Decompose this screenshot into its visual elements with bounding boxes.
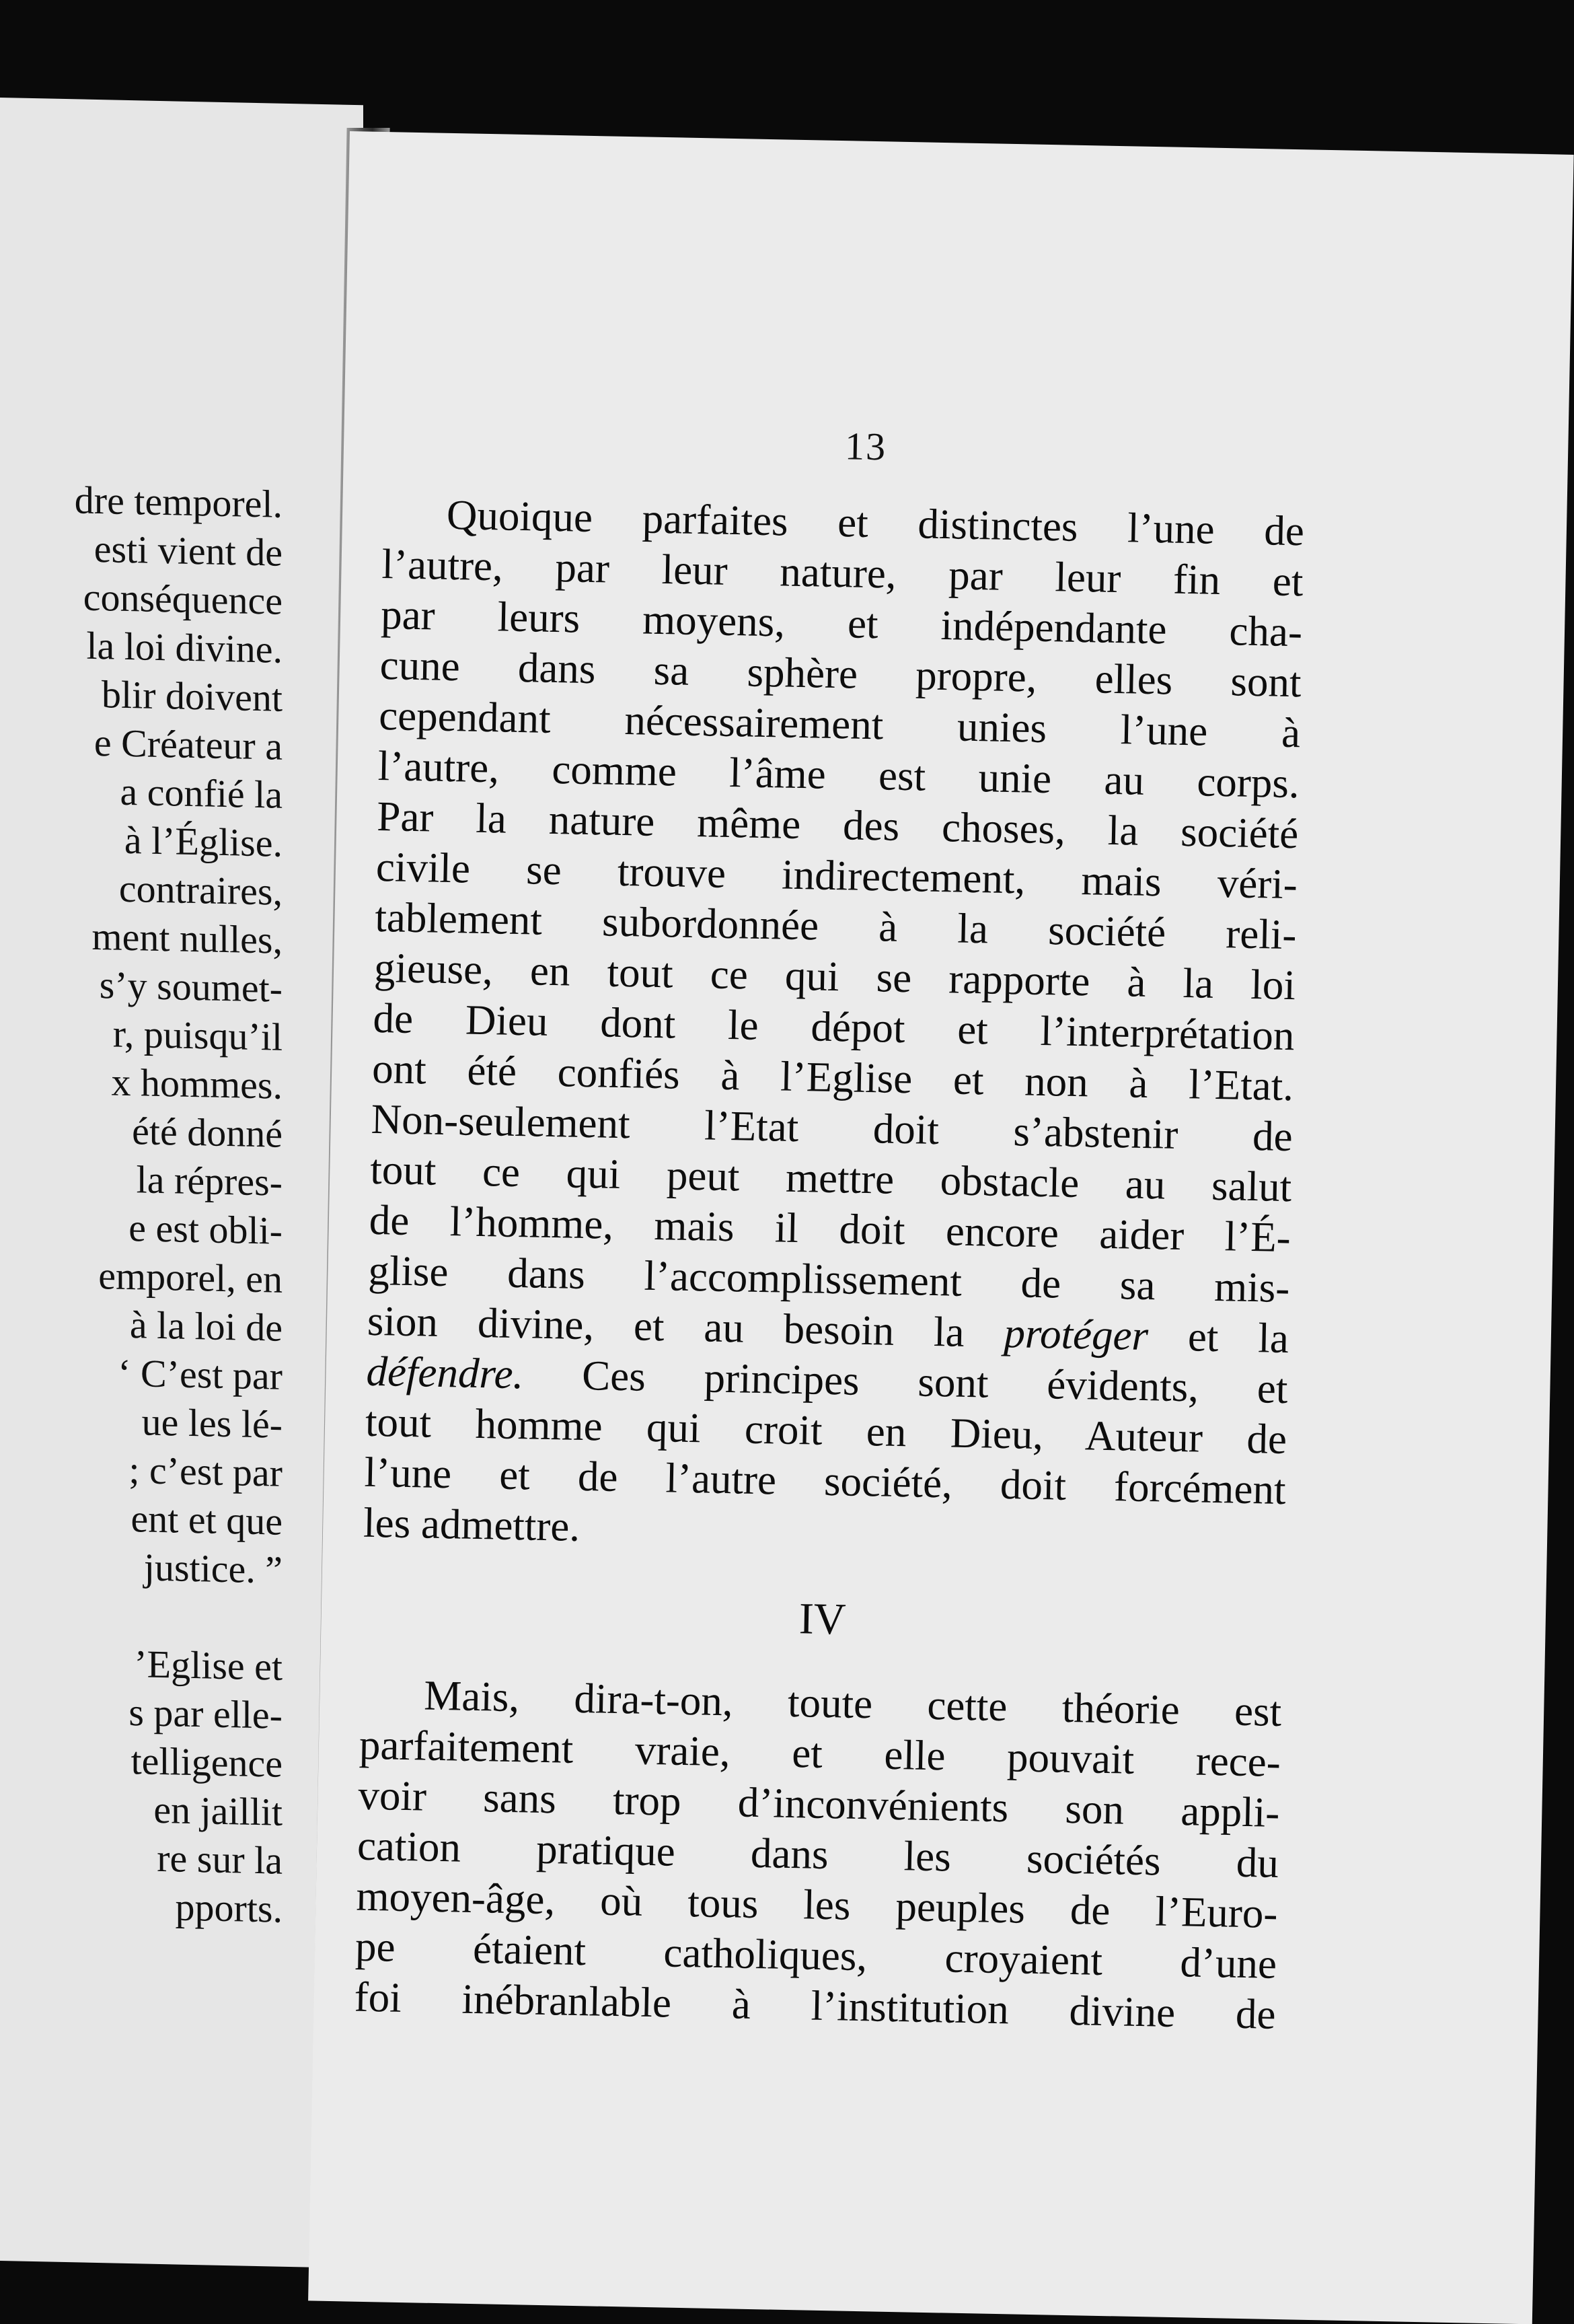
text-line: de l’homme, mais il doit encore aider l’É- [369, 1196, 1291, 1262]
left-line: la loi divine. [86, 623, 283, 671]
left-line: contraires, [118, 866, 283, 914]
left-line: s’y soumet- [99, 963, 283, 1011]
text-line: parfaitement vraie, et elle pouvait rece- [359, 1720, 1281, 1786]
text-line: cune dans sa sphère propre, elles sont [379, 641, 1302, 706]
left-line: re sur la [157, 1836, 283, 1883]
left-line: justice. ” [143, 1545, 283, 1592]
text-line: civile se trouve indirectement, mais véri- [375, 842, 1298, 908]
left-line [0, 474, 283, 529]
text-line: tablement subordonnée à la société reli- [374, 893, 1298, 959]
text-line: pe étaient catholiques, croyaient d’une [354, 1922, 1277, 1988]
text-line: l’une et de l’autre société, doit forcément [364, 1448, 1287, 1514]
section-title: IV [798, 1594, 847, 1644]
left-page [0, 98, 363, 2268]
page-number: 13 [844, 424, 887, 469]
text-line: tout homme qui croit en Dieu, Auteur de [365, 1397, 1287, 1463]
left-line: ’Eglise et [134, 1642, 283, 1689]
left-line: esti vient de [93, 526, 283, 575]
left-line: a confié la [120, 769, 283, 817]
left-line: blir doivent [101, 672, 283, 720]
left-line-text: dre temporel. [74, 478, 283, 526]
text-line: cation pratique dans les sociétés du [357, 1821, 1279, 1887]
left-line: ‘ C’est par [118, 1350, 283, 1398]
left-page-text [0, 474, 283, 1934]
left-line: la répres- [136, 1157, 283, 1204]
text-segment: Ces principes sont évidents, et [581, 1351, 1289, 1413]
text-segment: et la [1187, 1313, 1289, 1363]
text-line: moyen-âge, où tous les peuples de l’Euro- [355, 1872, 1279, 1937]
left-line: emporel, en [98, 1254, 283, 1301]
body-text [354, 488, 1305, 2040]
italic-word: défendre. [365, 1347, 525, 1398]
left-line: ue les lé- [141, 1400, 283, 1447]
text-line: glise dans l’accomplissement de sa mis- [367, 1246, 1290, 1312]
left-line: à l’Église. [124, 818, 283, 865]
left-line: telligence [130, 1739, 283, 1786]
left-line: à la loi de [129, 1303, 283, 1350]
text-line: Quoique parfaites et distinctes l’une de [446, 491, 1305, 555]
text-line: par leurs moyens, et indépendante cha- [380, 591, 1303, 656]
left-line: ment nulles, [91, 914, 283, 962]
italic-word: protéger [1003, 1309, 1149, 1360]
left-line: e Créateur a [93, 720, 283, 768]
right-page [308, 131, 1574, 2324]
left-line: r, puisqu’il [112, 1011, 283, 1059]
left-line: été donné [132, 1109, 283, 1156]
text-segment: sion divine, et au besoin la [367, 1297, 965, 1356]
left-line: e est obli- [128, 1206, 283, 1253]
text-line: Non-seulement l’Etat doit s’abstenir de [371, 1095, 1294, 1161]
text-line: les admettre. [363, 1498, 580, 1550]
text-line: Par la nature même des choses, la société [376, 792, 1299, 858]
text-line: voir sans trop d’inconvénients son appli- [357, 1771, 1280, 1836]
left-line: en jaillit [153, 1787, 283, 1834]
left-line: x hommes. [111, 1060, 283, 1107]
text-line: de Dieu dont le dépot et l’interprétation [373, 994, 1296, 1060]
left-blank-line [0, 1589, 283, 1643]
text-line: l’autre, comme l’âme est unie au corps. [377, 741, 1300, 807]
left-line: ent et que [130, 1496, 283, 1544]
text-line: foi inébranlable à l’institution divine de [354, 1973, 1277, 2038]
text-line: gieuse, en tout ce qui se rapporte à la loi [373, 943, 1296, 1009]
text-line: tout ce qui peut mettre obstacle au salut [369, 1145, 1292, 1211]
text-line: cependant nécessairement unies l’une à [378, 691, 1301, 757]
left-line: conséquence [83, 575, 283, 623]
left-line: ; c’est par [128, 1448, 283, 1495]
text-line: ont été confiés à l’Eglise et non à l’Etat. [371, 1044, 1294, 1110]
left-line: s par elle- [128, 1690, 283, 1737]
text-line: Mais, dira-t-on, toute cette théorie est [423, 1671, 1282, 1736]
left-line: pports. [175, 1885, 283, 1931]
text-line: l’autre, par leur nature, par leur fin et [381, 540, 1304, 606]
